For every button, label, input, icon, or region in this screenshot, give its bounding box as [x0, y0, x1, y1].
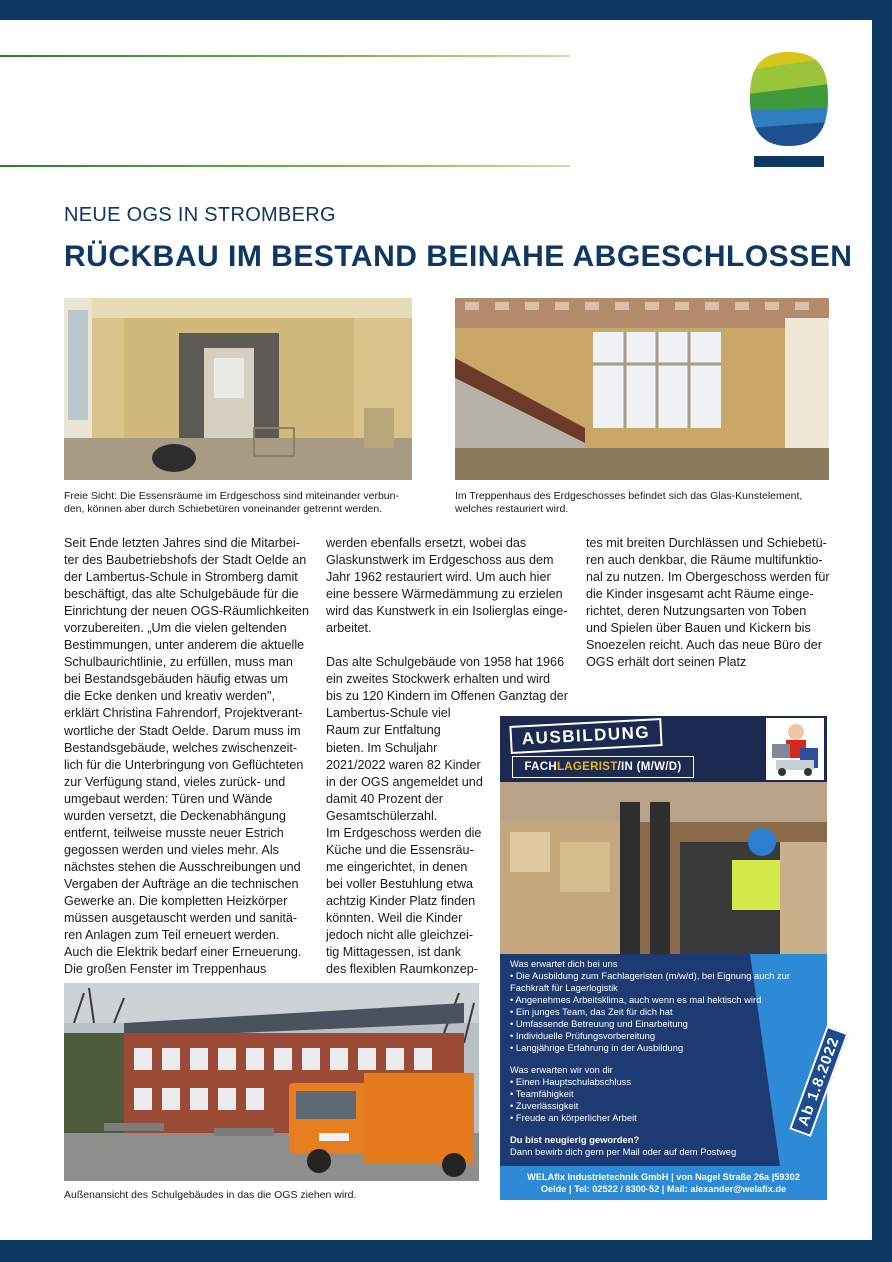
ad-section-title: Was erwartet dich bei uns [510, 958, 618, 969]
photo-school-exterior [64, 983, 479, 1181]
article-line: ren auch denkbar, die Räume multifunktio- [586, 553, 823, 568]
ad-subtitle [512, 756, 694, 778]
article-line: die Kinder insgesamt acht Räume einge- [586, 587, 814, 602]
article-line: nal zu nutzen. Im Obergeschoss werden für [586, 570, 830, 585]
article-line: ren Anlagen zum Teil erneuert werden. [64, 928, 280, 943]
article-line: tes mit breiten Durchlässen und Schiebetü- [586, 536, 827, 550]
article-line: tig Mittagessen, ist dank [326, 945, 462, 960]
article-line: bis zu 120 Kindern im Offenen Ganztag der [326, 689, 568, 704]
ad-footer-line: Oelde | Tel: 02522 / 8300-52 | Mail: alexander@welafix.de [540, 1184, 787, 1194]
article-line: 2021/2022 waren 82 Kinder [326, 757, 481, 772]
article-line: Im Erdgeschoss werden die [326, 825, 482, 840]
article-line: wortliche der Stadt Oelde. Darum muss im [64, 723, 301, 738]
article-line: umgebaut werden: Türen und Wände [64, 791, 273, 806]
article-line: Vergaben der Aufträge an die technischen [64, 876, 299, 891]
article-line: bei Bestandsgebäuden häufig etwas um [64, 672, 289, 687]
article-line: beschäftigt, das alte Schulgebäude für die [64, 587, 299, 602]
article-line: wird das Kunstwerk in ein Isolierglas einge- [326, 604, 568, 619]
article-line: damit 40 Prozent der [326, 791, 443, 806]
article-line: in der OGS angemeldet und [326, 774, 483, 789]
caption-line: Im Treppenhaus des Erdgeschosses befindet sich das Glas-Kunstelement, [455, 490, 803, 502]
article-headline: RÜCKBAU IM BESTAND BEINAHE ABGESCHLOSSEN [64, 240, 853, 273]
ad-list-item: • Zuverlässigkeit [510, 1100, 579, 1111]
article-line: achtzig Kinder Platz finden [326, 893, 476, 908]
article-line: nächstes stehen die Ausschreibungen und [64, 859, 301, 874]
caption-line: Freie Sicht: Die Essensräume im Erdgeschoss sind miteinander verbun- [64, 490, 399, 502]
ad-cta-text: Dann bewirb dich gern per Mail oder auf dem Postweg [510, 1146, 737, 1157]
article-line: des flexiblen Raumkonzep- [326, 962, 478, 977]
article-kicker: NEUE OGS IN STROMBERG [64, 204, 336, 226]
article-paragraph [326, 535, 576, 637]
article-line: me eingerichtet, in denen [326, 859, 468, 874]
article-line: vorzubereiten. „Um die vielen geltenden [64, 621, 287, 636]
caption-photo-staircase [455, 490, 829, 516]
article-line: entfernt, teilweise musste neuer Estrich [64, 825, 284, 840]
ad-list-item: • Langjährige Erfahrung in der Ausbildung [510, 1042, 684, 1053]
ad-photo-forklift [500, 782, 827, 954]
caption-line: welches restauriert wird. [455, 503, 569, 515]
article-line: Schulbaurichtlinie, zu erfüllen, muss man [64, 655, 293, 670]
article-line: Die großen Fenster im Treppenhaus [64, 962, 267, 977]
article-line: Jahr 1962 restauriert wird. Um auch hier [326, 570, 551, 585]
article-line: Snoezelen reicht. Auch das neue Büro der [586, 638, 822, 653]
caption-photo-dining [64, 490, 434, 516]
article-line: Einrichtung der neuen OGS-Räumlichkeiten [64, 604, 310, 619]
ad-list-item: • Individuelle Prüfungsvorbereitung [510, 1030, 656, 1041]
job-advertisement [500, 716, 843, 1200]
ad-section-list [510, 970, 810, 1054]
caption-line: den, können aber durch Schiebetüren voneinander getrennt werden. [64, 503, 383, 515]
article-line: Glaskunstwerk im Erdgeschoss aus dem [326, 553, 554, 568]
article-line: Bestandsgebäude, welches zwischenzeit- [64, 740, 298, 755]
ad-list-item: • Die Ausbildung zum Fachlageristen (m/w/d), bei Eignung auch zur [510, 970, 790, 981]
article-line: gegossen werden und vieles mehr. Als [64, 842, 279, 857]
article-line: ter des Baubetriebshofs der Stadt Oelde an [64, 553, 307, 568]
ad-section-list [510, 1076, 810, 1124]
article-line: Auch die Elektrik bedarf einer Erneuerung. [64, 945, 302, 960]
ad-list-item: • Freude an körperlicher Arbeit [510, 1112, 637, 1123]
ad-list-item: Fachkraft für Lagerlogistik [510, 982, 618, 993]
article-line: werden ebenfalls ersetzt, wobei das [326, 536, 527, 550]
ad-list-item: • Umfassende Betreuung und Einarbeitung [510, 1018, 688, 1029]
article-line: Raum zur Entfaltung [326, 723, 441, 738]
article-line: und Spielen über Bauen und Kickern bis [586, 621, 811, 636]
article-line: wurden versetzt, die Deckenabhängung [64, 808, 286, 823]
article-line: eine bessere Wärmedämmung zu erzielen [326, 587, 563, 602]
article-line: ein zweites Stockwerk erhalten und wird [326, 672, 550, 687]
article-line: könnten. Weil die Kinder [326, 910, 463, 925]
article-column-1 [64, 535, 314, 978]
city-logo-icon [748, 50, 830, 168]
ad-section-title: Was erwarten wir von dir [510, 1064, 613, 1075]
article-line: müssen ausgetauscht werden und sanitä- [64, 911, 298, 926]
article-line: Lambertus-Schule viel [326, 706, 451, 721]
article-line: Seit Ende letzten Jahres sind die Mitarbei- [64, 536, 300, 550]
right-frame-bar [872, 0, 892, 1262]
caption-photo-exterior: Außenansicht des Schulgebäudes in das die OGS ziehen wird. [64, 1189, 357, 1201]
article-line: Küche und die Essensräu- [326, 842, 474, 857]
article-line: bieten. Im Schuljahr [326, 740, 438, 755]
article-line: der Lambertus-Schule in Stromberg damit [64, 570, 298, 585]
second-rule [0, 165, 570, 167]
ad-subtitle-highlight: LAGERIST [556, 761, 618, 773]
ad-list-item: • Teamfähigkeit [510, 1088, 574, 1099]
article-line: jedoch nicht alle gleichzei- [326, 928, 474, 943]
ad-text [510, 958, 810, 1158]
article-line: arbeitet. [326, 621, 372, 636]
article-line: richtet, deren Nutzungsarten von Toben [586, 604, 807, 619]
top-rule [0, 55, 570, 57]
article-line: Gewerke an. Die kompletten Heizkörper [64, 893, 288, 908]
article-line: OGS erhält dort seinen Platz [586, 655, 747, 670]
ad-cta-title: Du bist neugierig geworden? [510, 1134, 640, 1145]
article-line: zur Verfügung stand, vieles zurück- und [64, 774, 286, 789]
photo-dining-rooms [64, 298, 412, 480]
article-line: erklärt Christina Fahrendorf, Projektverant- [64, 706, 303, 721]
ad-list-item: • Ein junges Team, das Zeit für dich hat [510, 1006, 673, 1017]
ad-title: AUSBILDUNG [509, 718, 662, 754]
article-line: Bestimmungen, unter anderem die aktuelle [64, 638, 305, 653]
ad-list-item: • Einen Hauptschulabschluss [510, 1076, 632, 1087]
article-line: bei voller Bestuhlung etwa [326, 876, 474, 891]
article-line: Das alte Schulgebäude von 1958 hat 1966 [326, 655, 565, 670]
article-line: die Ecke denken und kreativ werden", [64, 689, 275, 704]
ad-footer [500, 1166, 827, 1200]
article-line: lich für die Unterbringung von Geflüchteten [64, 757, 304, 772]
ad-list-item: • Angenehmes Arbeitsklima, auch wenn es mal hektisch wird [510, 994, 762, 1005]
ad-start-date-badge: Ab 1.8.2022 [789, 1026, 848, 1137]
worker-mascot-icon [766, 718, 824, 780]
ad-footer-line: WELAfix Industrietechnik GmbH | von Nagel Straße 26a |59302 [527, 1172, 800, 1182]
top-frame-bar [0, 0, 892, 20]
bottom-frame-bar [0, 1240, 892, 1262]
ad-subtitle-part: FACH [524, 761, 557, 773]
article-column-3 [586, 535, 836, 671]
article-line: Gesamtschülerzahl. [326, 808, 438, 823]
ad-subtitle-part: /IN (M/W/D) [617, 761, 682, 773]
photo-staircase [455, 298, 829, 480]
